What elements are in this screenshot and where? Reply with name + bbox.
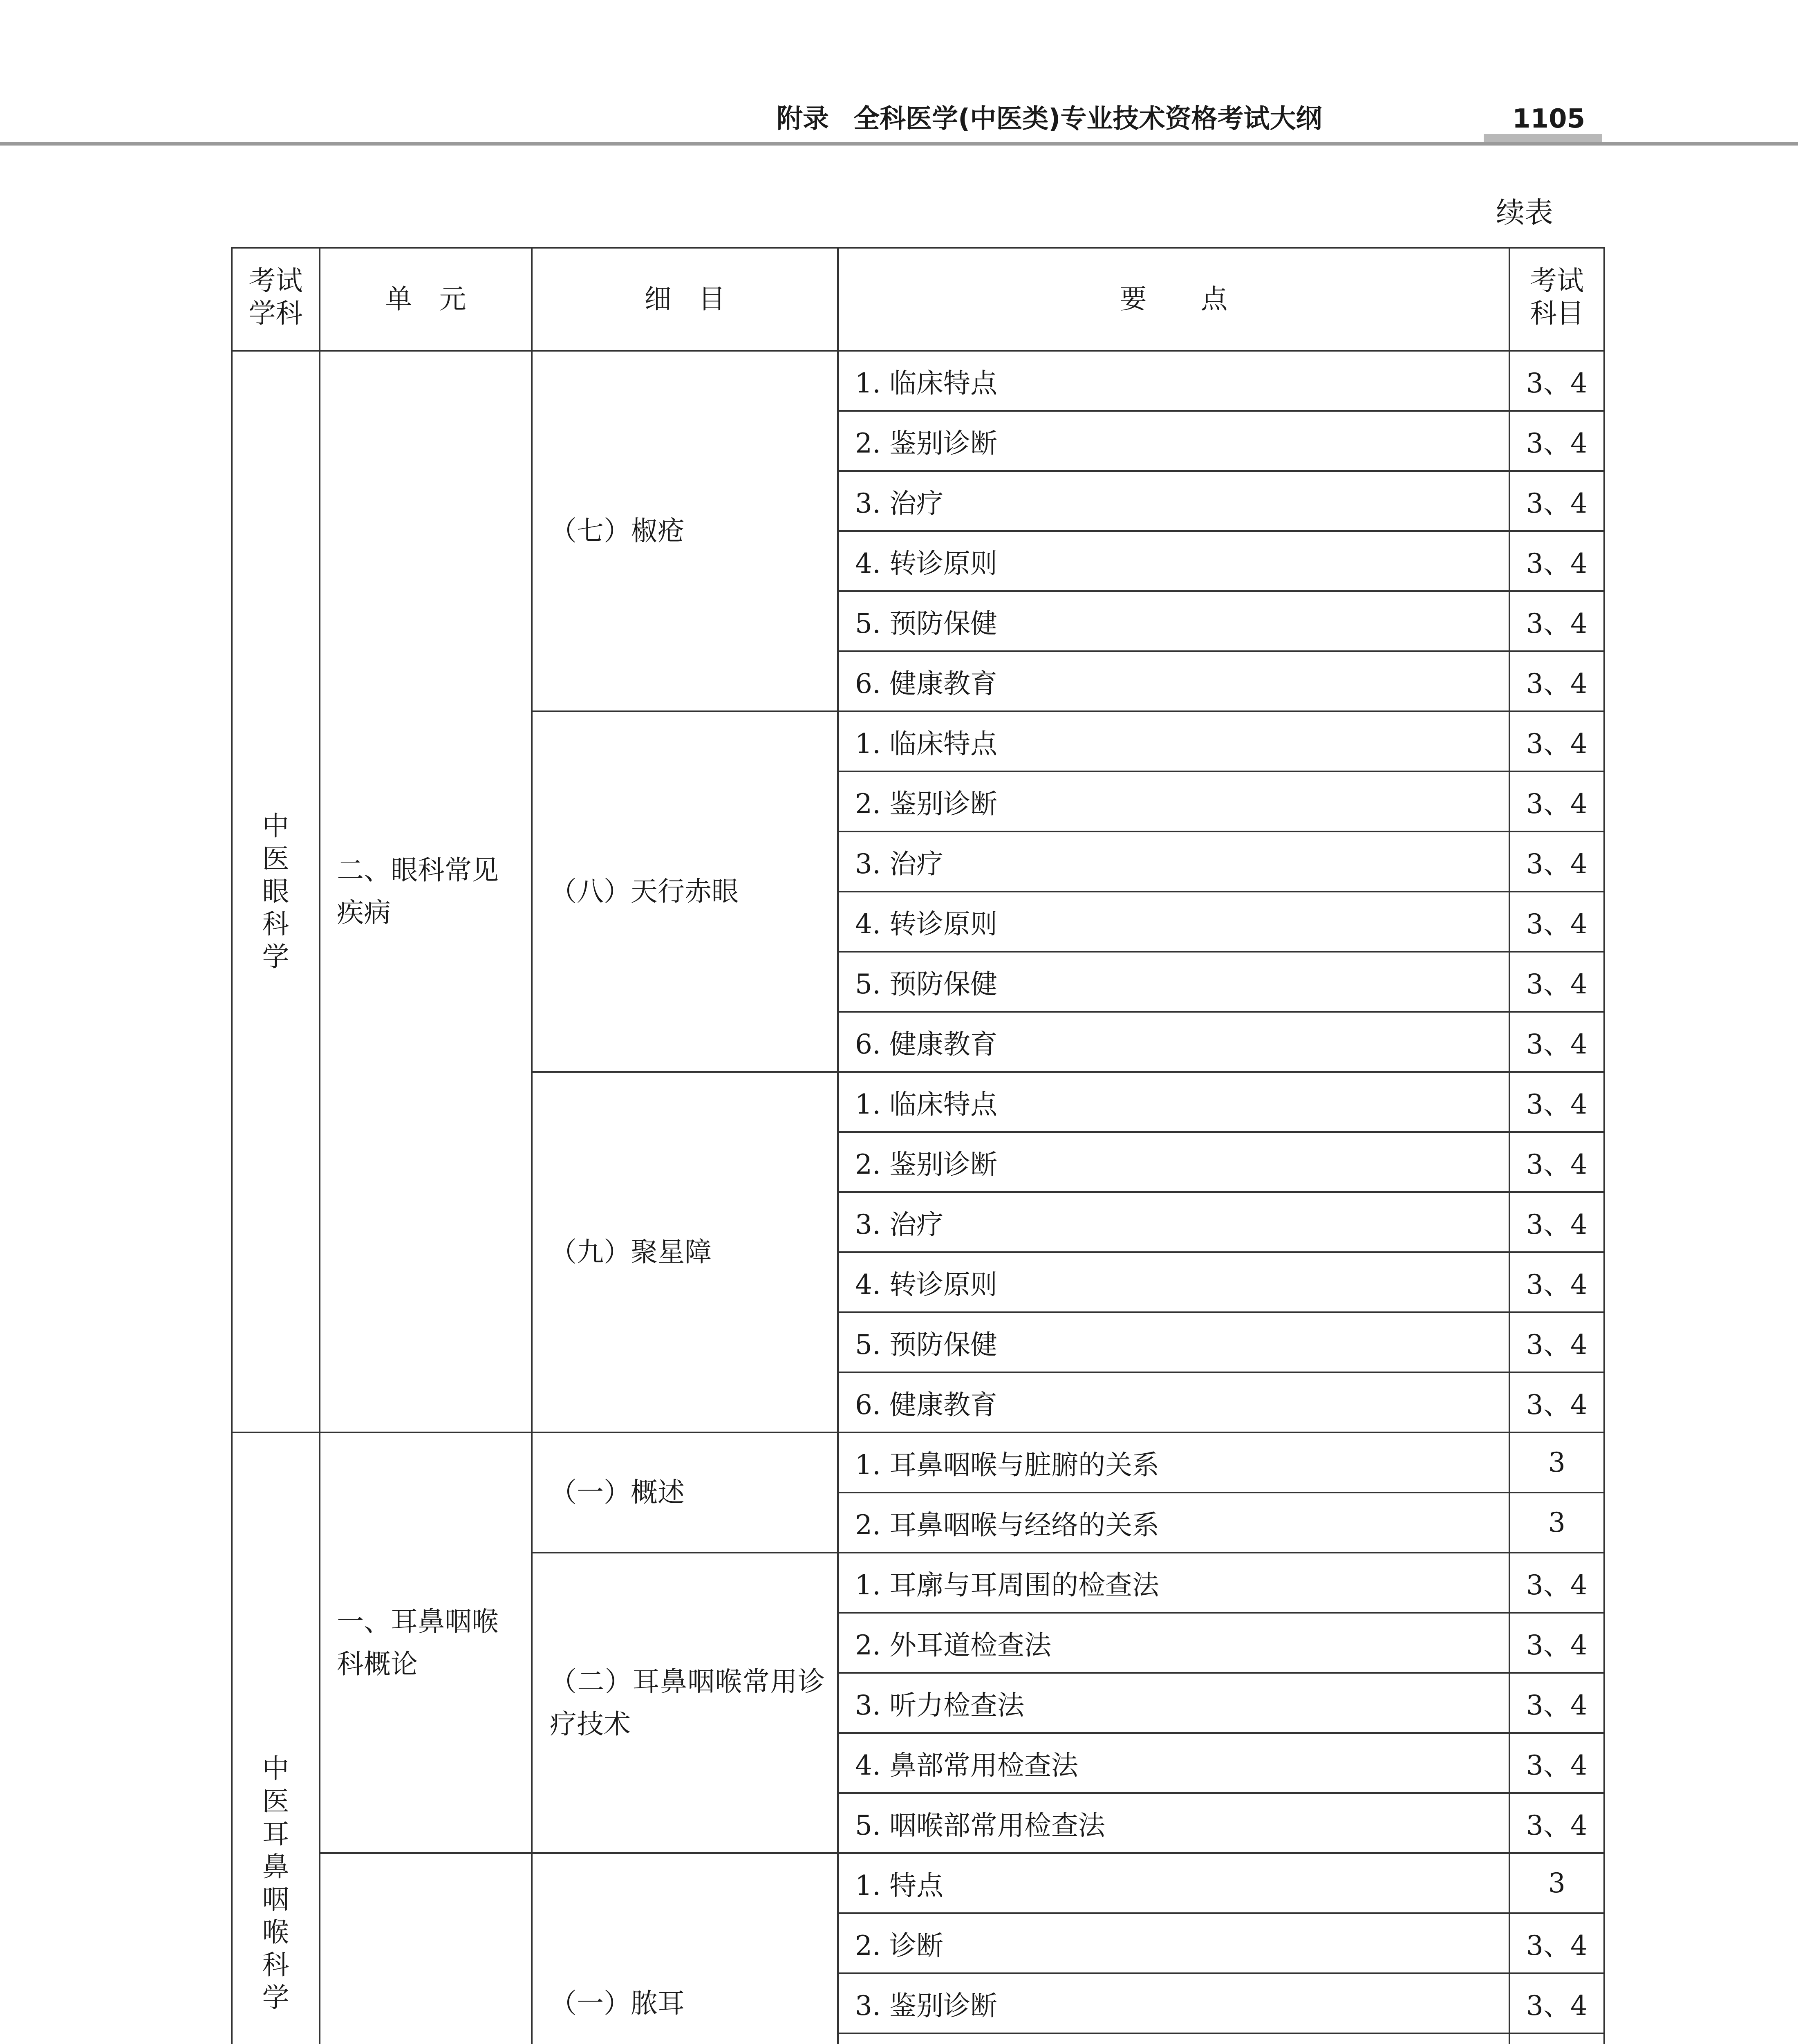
col-header-subject: 考试学科: [232, 248, 320, 351]
exam-cell: 3、4: [1509, 892, 1604, 952]
point-cell: 1. 特点: [838, 1853, 1509, 1913]
point-cell: 1. 临床特点: [838, 1072, 1509, 1132]
point-cell: [838, 2033, 1509, 2044]
point-cell: 5. 预防保健: [838, 591, 1509, 651]
table-body: [232, 351, 1604, 2044]
item-cell: （一）概述: [532, 1432, 838, 1553]
exam-cell: 3、4: [1509, 1613, 1604, 1673]
subject-cell: 中医耳鼻咽喉科学: [232, 1432, 320, 2044]
exam-cell: 3、4: [1509, 1733, 1604, 1793]
exam-cell: 3、4: [1509, 591, 1604, 651]
table-row: [232, 1432, 1604, 1493]
item-cell: （九）聚星障: [532, 1072, 838, 1432]
table-row: [232, 1853, 1604, 1913]
exam-cell: 3、4: [1509, 952, 1604, 1012]
point-cell: 1. 临床特点: [838, 711, 1509, 771]
table-continued-label: 续表: [1496, 196, 1553, 229]
exam-cell: 3、4: [1509, 831, 1604, 892]
exam-cell: 3: [1509, 1432, 1604, 1493]
point-cell: 3. 治疗: [838, 831, 1509, 892]
table-header-row: [232, 248, 1604, 351]
item-cell: （七）椒疮: [532, 351, 838, 711]
point-cell: 3. 治疗: [838, 471, 1509, 531]
point-cell: 2. 鉴别诊断: [838, 1132, 1509, 1192]
point-cell: 6. 健康教育: [838, 651, 1509, 711]
exam-cell: 3、4: [1509, 711, 1604, 771]
exam-cell: 3、4: [1509, 1372, 1604, 1432]
exam-cell: 3、4: [1509, 1793, 1604, 1853]
exam-cell: 3、4: [1509, 1673, 1604, 1733]
point-cell: 2. 外耳道检查法: [838, 1613, 1509, 1673]
point-cell: 2. 鉴别诊断: [838, 771, 1509, 831]
point-cell: 3. 鉴别诊断: [838, 1973, 1509, 2033]
item-cell: （二）耳鼻咽喉常用诊疗技术: [532, 1553, 838, 1853]
exam-cell: 3、4: [1509, 471, 1604, 531]
exam-cell: 3、4: [1509, 1973, 1604, 2033]
appendix-label: 附录: [777, 104, 829, 134]
exam-cell: [1509, 2033, 1604, 2044]
exam-cell: 3、4: [1509, 1553, 1604, 1613]
header-rule: [0, 142, 1798, 146]
col-header-exam: 考试科目: [1509, 248, 1604, 351]
exam-cell: 3、4: [1509, 1132, 1604, 1192]
table-row: [232, 351, 1604, 411]
point-cell: 4. 转诊原则: [838, 892, 1509, 952]
document-title: 全科医学(中医类)专业技术资格考试大纲: [853, 104, 1322, 134]
point-cell: 5. 预防保健: [838, 1312, 1509, 1372]
unit-cell: 一、耳鼻咽喉科概论: [320, 1432, 532, 1853]
subject-cell: 中医眼科学: [232, 351, 320, 1432]
point-cell: 3. 治疗: [838, 1192, 1509, 1252]
unit-cell: 二、眼科常见疾病: [320, 351, 532, 1432]
point-cell: 2. 耳鼻咽喉与经络的关系: [838, 1493, 1509, 1553]
item-cell: （八）天行赤眼: [532, 711, 838, 1072]
exam-cell: 3: [1509, 1853, 1604, 1913]
point-cell: 3. 听力检查法: [838, 1673, 1509, 1733]
exam-cell: 3、4: [1509, 1312, 1604, 1372]
point-cell: 1. 耳廓与耳周围的检查法: [838, 1553, 1509, 1613]
exam-cell: 3、4: [1509, 411, 1604, 471]
page-number: 1105: [1512, 104, 1585, 134]
exam-cell: 3、4: [1509, 1252, 1604, 1312]
running-header: [777, 96, 1488, 141]
exam-cell: 3、4: [1509, 1192, 1604, 1252]
point-cell: 5. 预防保健: [838, 952, 1509, 1012]
syllabus-table: [231, 247, 1605, 2044]
exam-cell: 3、4: [1509, 1913, 1604, 1973]
point-cell: 1. 临床特点: [838, 351, 1509, 411]
col-header-item: 细 目: [532, 248, 838, 351]
point-cell: 4. 转诊原则: [838, 531, 1509, 591]
point-cell: 4. 鼻部常用检查法: [838, 1733, 1509, 1793]
exam-cell: 3、4: [1509, 531, 1604, 591]
exam-cell: 3、4: [1509, 771, 1604, 831]
point-cell: 2. 鉴别诊断: [838, 411, 1509, 471]
point-cell: 1. 耳鼻咽喉与脏腑的关系: [838, 1432, 1509, 1493]
point-cell: 5. 咽喉部常用检查法: [838, 1793, 1509, 1853]
exam-cell: 3、4: [1509, 1012, 1604, 1072]
exam-cell: 3、4: [1509, 651, 1604, 711]
point-cell: 6. 健康教育: [838, 1372, 1509, 1432]
exam-cell: 3、4: [1509, 351, 1604, 411]
col-header-point: 要 点: [838, 248, 1509, 351]
point-cell: 4. 转诊原则: [838, 1252, 1509, 1312]
point-cell: 2. 诊断: [838, 1913, 1509, 1973]
unit-cell: [320, 1853, 532, 2044]
col-header-unit: 单 元: [320, 248, 532, 351]
exam-cell: 3、4: [1509, 1072, 1604, 1132]
header-rule-tab: [1484, 134, 1602, 143]
item-cell: （一）脓耳: [532, 1853, 838, 2044]
exam-cell: 3: [1509, 1493, 1604, 1553]
point-cell: 6. 健康教育: [838, 1012, 1509, 1072]
